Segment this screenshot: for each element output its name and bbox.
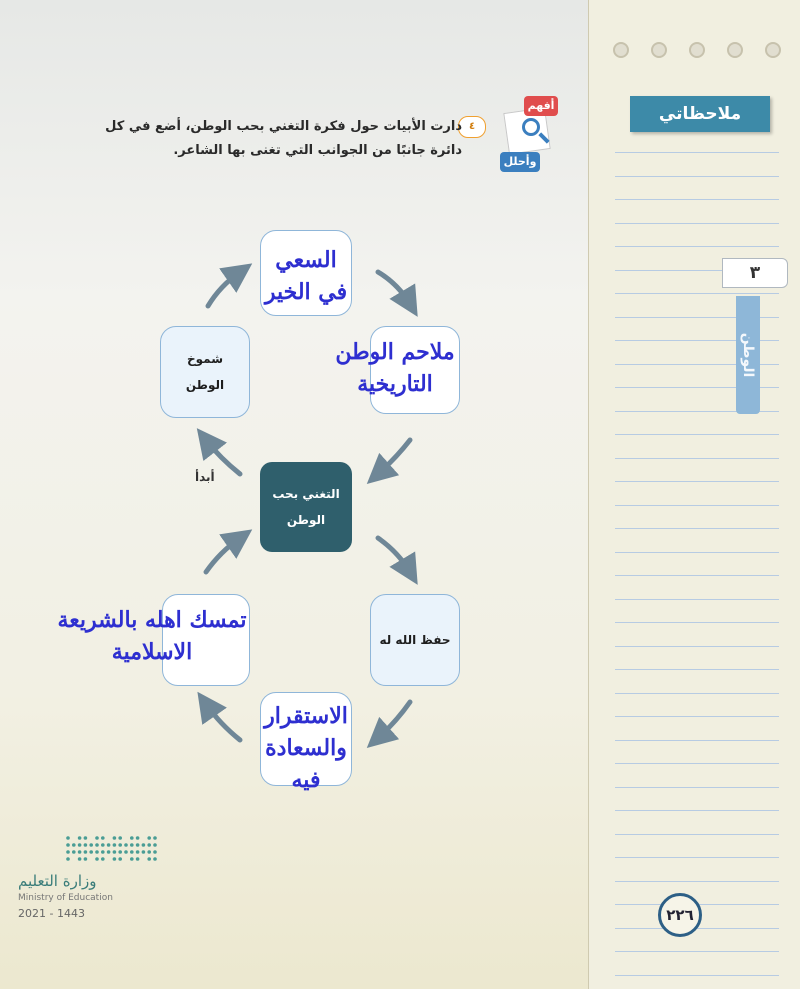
page-number: ٢٢٦: [658, 893, 702, 937]
logo-dot: [95, 836, 99, 840]
arrow-center-to-bottomright: [378, 538, 410, 572]
logo-dot: [89, 843, 93, 847]
logo-dot: [130, 843, 134, 847]
skill-badge-understand: أفهم: [524, 96, 558, 116]
notebook-line: [615, 857, 779, 858]
logo-dot: [78, 857, 82, 861]
notebook-line: [615, 646, 779, 647]
logo-dot: [84, 850, 88, 854]
node-top-answer: السعي في الخير: [264, 247, 348, 305]
notebook-line: [615, 528, 779, 529]
notebook-line: [615, 669, 779, 670]
arrow-bottomleft-to-center: [206, 538, 240, 572]
logo-dot: [142, 850, 146, 854]
logo-dot: [124, 843, 128, 847]
logo-dot: [130, 836, 134, 840]
logo-dot: [113, 836, 117, 840]
node-bottom-left-answer: تمسك اهله بالشريعة الاسلامية: [57, 607, 247, 665]
logo-dot: [147, 836, 151, 840]
logo-dot: [66, 850, 70, 854]
logo-dot: [136, 836, 140, 840]
logo-dot: [118, 836, 122, 840]
node-top-left-text: شموخ الوطن: [185, 352, 225, 392]
ministry-logo-icon: [64, 834, 160, 864]
logo-dot: [107, 843, 111, 847]
ring-hole: [613, 42, 629, 58]
arrow-topleft-to-top: [208, 272, 240, 306]
notebook-line: [615, 176, 779, 177]
center-topic: [260, 462, 352, 552]
chapter-tab-label: الوطن: [740, 332, 756, 378]
logo-dot: [101, 843, 105, 847]
logo-dot: [84, 857, 88, 861]
logo-dot: [130, 857, 134, 861]
chapter-number: ٣: [722, 258, 788, 288]
notebook-line: [615, 716, 779, 717]
logo-dot: [95, 850, 99, 854]
logo-dot: [101, 850, 105, 854]
node-top-left-box: [160, 326, 250, 418]
logo-dot: [95, 857, 99, 861]
notebook-line: [615, 293, 779, 294]
ring-hole: [689, 42, 705, 58]
ministry-name-en: Ministry of Education: [18, 893, 113, 903]
question-number: ٤: [458, 116, 486, 138]
logo-dot: [153, 857, 157, 861]
notebook-line: [615, 599, 779, 600]
instruction-text: دارت الأبيات حول فكرة التغني بحب الوطن، أضع في كل دائرة جانبًا من الجوانب التي تغنى بها الشاعر.: [105, 119, 462, 158]
arrow-top-to-right: [378, 272, 410, 304]
logo-dot: [72, 843, 76, 847]
logo-dot: [147, 850, 151, 854]
center-topic-text: التغني بحب الوطن: [272, 487, 340, 527]
notebook-line: [615, 505, 779, 506]
logo-dot: [153, 836, 157, 840]
logo-dot: [95, 843, 99, 847]
arrow-right-to-center: [378, 440, 410, 474]
logo-dot: [101, 857, 105, 861]
ring-hole: [727, 42, 743, 58]
logo-dot: [66, 836, 70, 840]
logo-dot: [118, 850, 122, 854]
node-bottom-right-text: حفظ الله له: [379, 633, 451, 647]
logo-dot: [84, 836, 88, 840]
notebook-line: [615, 787, 779, 788]
logo-dot: [130, 850, 134, 854]
logo-dot: [78, 843, 82, 847]
notes-title: ملاحظاتي: [630, 96, 770, 132]
arrow-bottom-to-bottomleft: [206, 704, 240, 740]
chapter-tab[interactable]: [736, 296, 760, 414]
logo-dot: [72, 850, 76, 854]
logo-dot: [78, 836, 82, 840]
logo-dot: [113, 857, 117, 861]
logo-dot: [101, 836, 105, 840]
ministry-name-ar: وزارة التعليم: [18, 872, 97, 890]
notebook-line: [615, 740, 779, 741]
logo-dot: [153, 850, 157, 854]
notebook-line: [615, 434, 779, 435]
logo-dot: [89, 850, 93, 854]
logo-dot: [118, 843, 122, 847]
arrow-bottomright-to-bottom: [378, 702, 410, 738]
logo-dot: [124, 850, 128, 854]
notebook-line: [615, 246, 779, 247]
logo-dot: [118, 857, 122, 861]
logo-dot: [147, 857, 151, 861]
node-top-right-answer: ملاحم الوطن التاريخية: [335, 339, 455, 397]
notebook-line: [615, 810, 779, 811]
node-bottom-right-box: [370, 594, 460, 686]
notebook-line: [615, 575, 779, 576]
logo-dot: [136, 850, 140, 854]
ring-hole: [651, 42, 667, 58]
notebook-line: [615, 458, 779, 459]
skill-badge-analyze: وأحلل: [500, 152, 540, 172]
start-note: أبدأ: [195, 470, 215, 484]
notebook-line: [615, 223, 779, 224]
node-bottom-answer: الاستقرار والسعادة فيه: [264, 703, 348, 793]
logo-dot: [136, 843, 140, 847]
ring-hole: [765, 42, 781, 58]
logo-dot: [107, 850, 111, 854]
logo-dot: [66, 843, 70, 847]
logo-dot: [142, 843, 146, 847]
notebook-line: [615, 552, 779, 553]
notebook-line: [615, 199, 779, 200]
logo-dot: [78, 850, 82, 854]
notes-column: [588, 0, 800, 989]
ministry-year: 2021 - 1443: [18, 907, 85, 920]
arrow-center-to-topleft: [206, 440, 240, 474]
logo-dot: [113, 843, 117, 847]
notebook-line: [615, 763, 779, 764]
logo-dot: [136, 857, 140, 861]
logo-dot: [84, 843, 88, 847]
notebook-line: [615, 881, 779, 882]
logo-dot: [147, 843, 151, 847]
logo-dot: [153, 843, 157, 847]
notebook-line: [615, 622, 779, 623]
notebook-line: [615, 481, 779, 482]
logo-dot: [66, 857, 70, 861]
notebook-line: [615, 834, 779, 835]
notebook-line: [615, 693, 779, 694]
notebook-line: [615, 975, 779, 976]
notebook-line: [615, 152, 779, 153]
notebook-line: [615, 951, 779, 952]
logo-dot: [113, 850, 117, 854]
